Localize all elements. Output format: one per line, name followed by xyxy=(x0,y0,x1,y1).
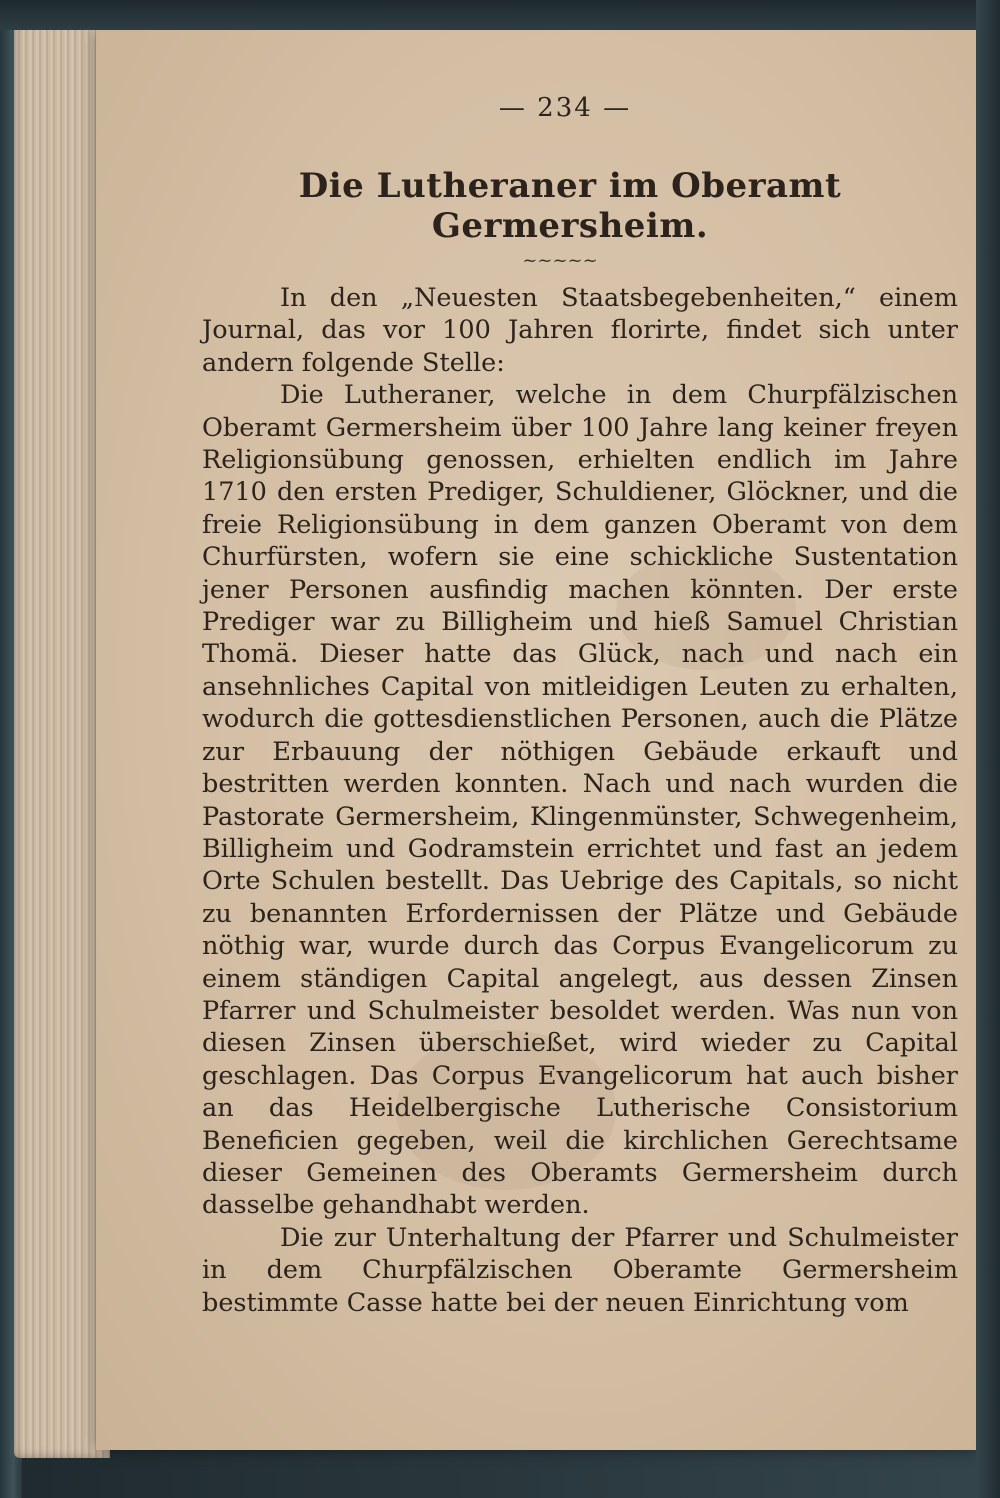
chapter-heading: Die Lutheraner im Oberamt Germersheim. xyxy=(298,166,842,246)
page-number: — 234 — xyxy=(498,93,632,123)
page-text xyxy=(202,86,958,1319)
binding-top xyxy=(0,0,1000,30)
paragraph-casse: Die zur Unterhaltung der Pfarrer und Schulmeister in dem Churpfälzischen Oberamte Germersheim bestimmte Casse hatte bei der neuen Einrichtung vom xyxy=(202,1222,958,1318)
binding-right xyxy=(976,0,1000,1498)
heading-ornament: ~~~~~ xyxy=(522,250,598,271)
paragraph-intro: In den „Neuesten Staatsbegebenheiten,“ einem Journal, das vor 100 Jahren florirte, findet sich unter andern folgende Stelle: xyxy=(202,283,958,378)
paragraph-quote: Die Lutheraner, welche in dem Churpfälzischen Oberamt Germersheim über 100 Jahre lang keiner freyen Religionsübung genossen, erhielten endlich im Jahre 1710 den ersten Prediger, Schuldiener, Glöckner, und die freie Religionsübung in dem ganzen Oberamt von dem Churfürsten, wofern sie eine schickliche Sustentation jener Personen ausfindig machen könnten. Der erste Prediger war zu Billigheim und hieß Samuel Christian Thomä. Dieser hatte das Glück, nach und nach ein ansehnliches Capital von mitleidigen Leuten zu erhalten, wodurch die gottesdienstlichen Personen, auch die Plätze zur Erbauung der nöthigen Gebäude erkauft und bestritten werden konnten. Nach und nach wurden die Pastorate Germersheim, Klingenmünster, Schwegenheim, Billigheim und Godramstein errichtet und fast an jedem Orte Schulen bestellt. Das Uebrige des Capitals, so nicht zu benannten Erfordernissen der Plätze und Gebäude nöthig war, wurde durch das Corpus Evangelicorum zu einem ständigen Capital angelegt, aus dessen Zinsen Pfarrer und Schulmeister besoldet werden. Was nun von diesen Zinsen überschießet, wird wieder zu Capital geschlagen. Das Corpus Evangelicorum hat auch bisher an das Heidelbergische Lutherische Consistorium Beneficien gegeben, weil die kirchlichen Gerechtsame dieser Gemeinen des Oberamts Germersheim durch dasselbe gehandhabt werden. xyxy=(202,380,958,1221)
